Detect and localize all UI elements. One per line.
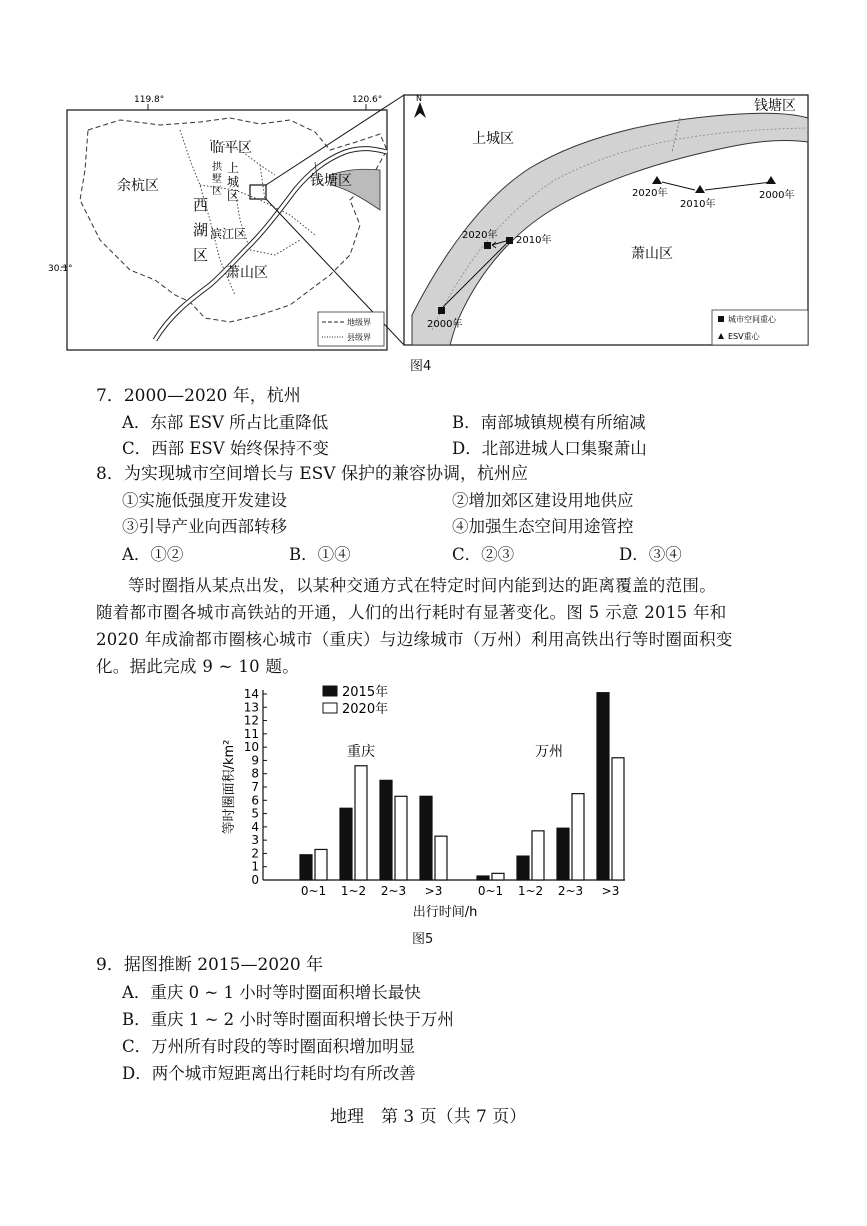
q9-option-c[interactable]: C．万州所有时段的等时圈面积增加明显 [122, 1037, 416, 1056]
city-center-2000 [438, 307, 445, 314]
y-tick-label: 12 [243, 713, 259, 728]
x-axis-label: 出行时间/h [412, 905, 478, 920]
bar-万州-2015年->3 [597, 693, 609, 880]
svg-text:区: 区 [212, 186, 222, 197]
q8-option-a[interactable]: A．①② [122, 545, 184, 564]
group-label-chongqing: 重庆 [347, 744, 375, 760]
x-tick-label: 0~1 [477, 884, 504, 898]
x-tick-label: >3 [424, 884, 443, 898]
legend-swatch-2020 [323, 703, 337, 713]
q8-option-d[interactable]: D．③④ [619, 545, 682, 564]
y-tick-label: 2 [251, 846, 259, 861]
q7-stem: 7．2000—2020 年，杭州 [96, 386, 301, 406]
legend-county: 县级界 [347, 333, 371, 342]
y-axis-label: 等时圈面积/km² [222, 739, 237, 835]
label-xiaoshan-left: 萧山区 [226, 265, 268, 281]
svg-text:拱: 拱 [212, 162, 222, 173]
svg-text:湖: 湖 [193, 221, 209, 239]
city-year-2010: 2010年 [516, 235, 552, 246]
legend-label-2020: 2020年 [342, 702, 389, 717]
y-tick-label: 4 [251, 819, 259, 834]
label-qiantang-right: 钱塘区 [754, 98, 796, 114]
city-center-2020 [484, 242, 491, 249]
city-year-2020: 2020年 [462, 230, 498, 241]
lat-label: 30.1° [48, 264, 73, 274]
intro-line-3: 2020 年成渝都市圈核心城市（重庆）与边缘城市（万州）利用高铁出行等时圈面积变 [96, 630, 733, 649]
q8-statement-1: ①实施低强度开发建设 [122, 491, 287, 510]
q7-option-d[interactable]: D．北部进城人口集聚萧山 [452, 439, 647, 458]
bar-万州-2020年-1~2 [532, 831, 544, 880]
bar-重庆-2015年-1~2 [340, 808, 352, 880]
intro-line-1: 等时圈指从某点出发，以某种交通方式在特定时间内能到达的距离覆盖的范围。 [128, 576, 716, 595]
bar-万州-2020年-2~3 [572, 794, 584, 880]
city-year-2000: 2000年 [427, 319, 463, 330]
x-tick-label: 2~3 [380, 884, 407, 898]
x-tick-label: >3 [601, 884, 620, 898]
y-tick-label: 6 [251, 793, 259, 808]
legend-swatch-2015 [323, 686, 337, 696]
x-tick-label: 1~2 [517, 884, 544, 898]
page-footer: 地理 第 3 页（共 7 页） [330, 1107, 527, 1127]
bar-重庆-2020年-2~3 [395, 796, 407, 880]
x-tick-label: 1~2 [340, 884, 367, 898]
figure-5-caption: 图5 [412, 932, 434, 947]
y-tick-label: 5 [251, 806, 259, 821]
legend-city-center: 城市空间重心 [728, 315, 776, 324]
label-xihu [193, 196, 208, 264]
bar-重庆-2020年-1~2 [355, 766, 367, 880]
figure-4-map [48, 90, 820, 352]
label-linping: 临平区 [210, 140, 252, 156]
group-label-wanzhou: 万州 [535, 744, 563, 760]
y-tick-label: 11 [243, 726, 259, 741]
y-tick-label: 9 [251, 753, 259, 768]
q7-option-c[interactable]: C．西部 ESV 始终保持不变 [122, 439, 329, 458]
bar-重庆-2020年->3 [435, 836, 447, 880]
svg-text:西: 西 [193, 196, 209, 214]
bar-重庆-2015年-2~3 [380, 780, 392, 880]
label-yuhang: 余杭区 [117, 178, 159, 194]
label-gongshu [212, 160, 223, 197]
bar-万州-2015年-2~3 [557, 828, 569, 880]
x-tick-label: 2~3 [557, 884, 584, 898]
legend-prefecture: 地级界 [347, 318, 371, 327]
intro-line-2: 随着都市圈各城市高铁站的开通，人们的出行耗时有显著变化。图 5 示意 2015 年和 [96, 603, 727, 622]
y-tick-label: 13 [243, 700, 259, 715]
esv-year-2010: 2010年 [680, 199, 716, 210]
q8-statement-3: ③引导产业向西部转移 [122, 517, 287, 536]
bar-万州-2015年-1~2 [517, 856, 529, 880]
bar-万州-2020年->3 [612, 758, 624, 880]
q8-option-c[interactable]: C．②③ [452, 545, 515, 564]
q9-stem: 9．据图推断 2015—2020 年 [96, 955, 324, 975]
bar-万州-2015年-0~1 [477, 876, 489, 880]
lon-label-2: 120.6° [352, 95, 383, 105]
y-tick-label: 3 [251, 833, 259, 848]
q8-stem: 8．为实现城市空间增长与 ESV 保护的兼容协调，杭州应 [96, 464, 528, 484]
intro-line-4: 化。据此完成 9 ~ 10 题。 [96, 657, 300, 676]
y-tick-label: 14 [243, 687, 259, 701]
q9-option-a[interactable]: A．重庆 0 ~ 1 小时等时圈面积增长最快 [122, 983, 421, 1002]
label-xiaoshan-right: 萧山区 [631, 246, 673, 262]
x-tick-label: 0~1 [300, 884, 327, 898]
q8-statement-2: ②增加郊区建设用地供应 [452, 491, 634, 510]
bar-万州-2020年-0~1 [492, 873, 504, 880]
city-center-2010 [506, 237, 513, 244]
y-tick-label: 10 [243, 740, 259, 755]
label-shangcheng-right: 上城区 [472, 131, 514, 147]
esv-year-2020: 2020年 [632, 188, 668, 199]
esv-year-2000: 2000年 [759, 190, 795, 201]
label-shangcheng [227, 160, 239, 203]
q7-option-b[interactable]: B．南部城镇规模有所缩减 [452, 413, 646, 432]
svg-text:城: 城 [227, 175, 240, 189]
y-tick-label: 8 [251, 766, 259, 781]
q8-option-b[interactable]: B．①④ [289, 545, 351, 564]
q9-option-b[interactable]: B．重庆 1 ~ 2 小时等时圈面积增长快于万州 [122, 1010, 454, 1029]
q9-option-d[interactable]: D．两个城市短距离出行耗时均有所改善 [122, 1064, 416, 1083]
y-tick-label: 1 [251, 859, 259, 874]
y-tick-label: 7 [251, 780, 259, 794]
svg-text:区: 区 [227, 189, 240, 203]
svg-text:N: N [416, 94, 422, 103]
svg-text:墅: 墅 [212, 174, 222, 185]
svg-text:区: 区 [193, 246, 209, 264]
q8-statement-4: ④加强生态空间用途管控 [452, 517, 634, 536]
legend-esv-center: ESV重心 [728, 332, 760, 341]
svg-text:上: 上 [227, 161, 240, 175]
legend-label-2015: 2015年 [342, 685, 389, 700]
figure-5-chart [215, 680, 655, 920]
lon-label-1: 119.8° [134, 95, 165, 105]
bar-重庆-2020年-0~1 [315, 849, 327, 880]
q7-option-a[interactable]: A．东部 ESV 所占比重降低 [122, 413, 329, 432]
label-qiantang-left: 钱塘区 [310, 173, 352, 189]
figure-4-caption: 图4 [410, 359, 432, 374]
label-binjiang: 滨江区 [210, 227, 247, 241]
bar-重庆-2015年-0~1 [300, 855, 312, 880]
y-tick-label: 0 [251, 873, 259, 887]
bar-重庆-2015年->3 [420, 796, 432, 880]
